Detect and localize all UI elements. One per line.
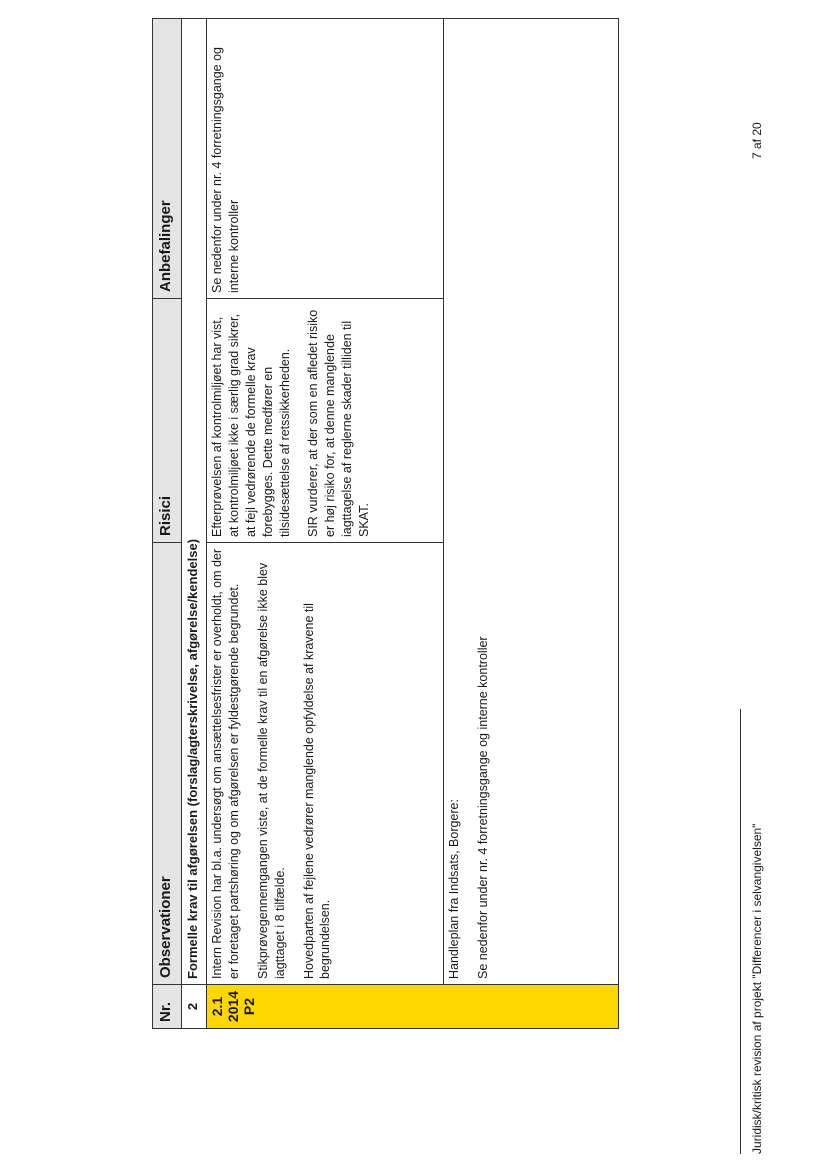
header-risici: Risici — [153, 299, 182, 543]
footer-rule — [740, 709, 741, 1154]
action-plan-row — [444, 19, 619, 1029]
observationer-cell — [207, 543, 444, 985]
header-nr: Nr. — [153, 985, 182, 1029]
finding-number: 2.1 — [209, 996, 225, 1017]
finding-number-cell — [207, 985, 619, 1029]
risici-cell — [207, 299, 444, 543]
header-row — [153, 19, 182, 1029]
footer-document-title: Juridisk/kritisk revision af projekt "Differencer i selvangivelsen" — [750, 823, 764, 1154]
observation-paragraph: Stikprøvegennemgangen viste, at de formelle krav til en afgørelse ikke blev iagttaget i 8 tilfælde. — [255, 562, 287, 979]
observation-paragraph: Intern Revision har bl.a. undersøgt om ansættelsesfrister er overholdt, om der er foretaget partshøring og om afgørelsen er fyldestgørende begrundet. — [210, 548, 241, 979]
action-plan-cell — [444, 19, 619, 985]
page-number: 7 af 20 — [750, 122, 764, 159]
finding-year: 2014 — [225, 990, 242, 1023]
risk-paragraph: Efterprøvelsen af kontrolmiljøet har vist, at kontrolmiljøet ikke i særlig grad sikrer, at fejl vedrørende de formelle krav forebygges. Dette medfører en tilsidesættelse af retssikkerheden. — [210, 314, 292, 537]
action-plan-text: Se nedenfor under nr. 4 forretningsgange og interne kontroller — [475, 636, 490, 979]
recommendation-text: Se nedenfor under nr. 4 forretningsgange og interne kontroller — [210, 46, 241, 293]
action-plan-title: Handleplan fra Indsats, Borgere: — [447, 799, 461, 979]
finding-row — [207, 19, 444, 1029]
section-row — [182, 19, 207, 1029]
risk-paragraph: SIR vurderer, at der som en afledet risiko er høj risiko for, at denne manglende iagttagelse af reglerne skader tilliden til SKAT. — [306, 309, 371, 537]
observation-paragraph: Hovedparten af fejlene vedrører manglende opfyldelse af kravene til begrundelsen. — [301, 603, 333, 979]
header-observationer: Observationer — [153, 543, 182, 985]
section-number: 2 — [182, 985, 207, 1029]
section-title: Formelle krav til afgørelsen (forslag/agterskrivelse, afgørelse/kendelse) — [182, 19, 207, 985]
findings-table — [152, 18, 619, 1029]
anbefalinger-cell — [207, 19, 444, 299]
finding-priority: P2 — [241, 997, 258, 1016]
header-anbefalinger: Anbefalinger — [153, 19, 182, 299]
